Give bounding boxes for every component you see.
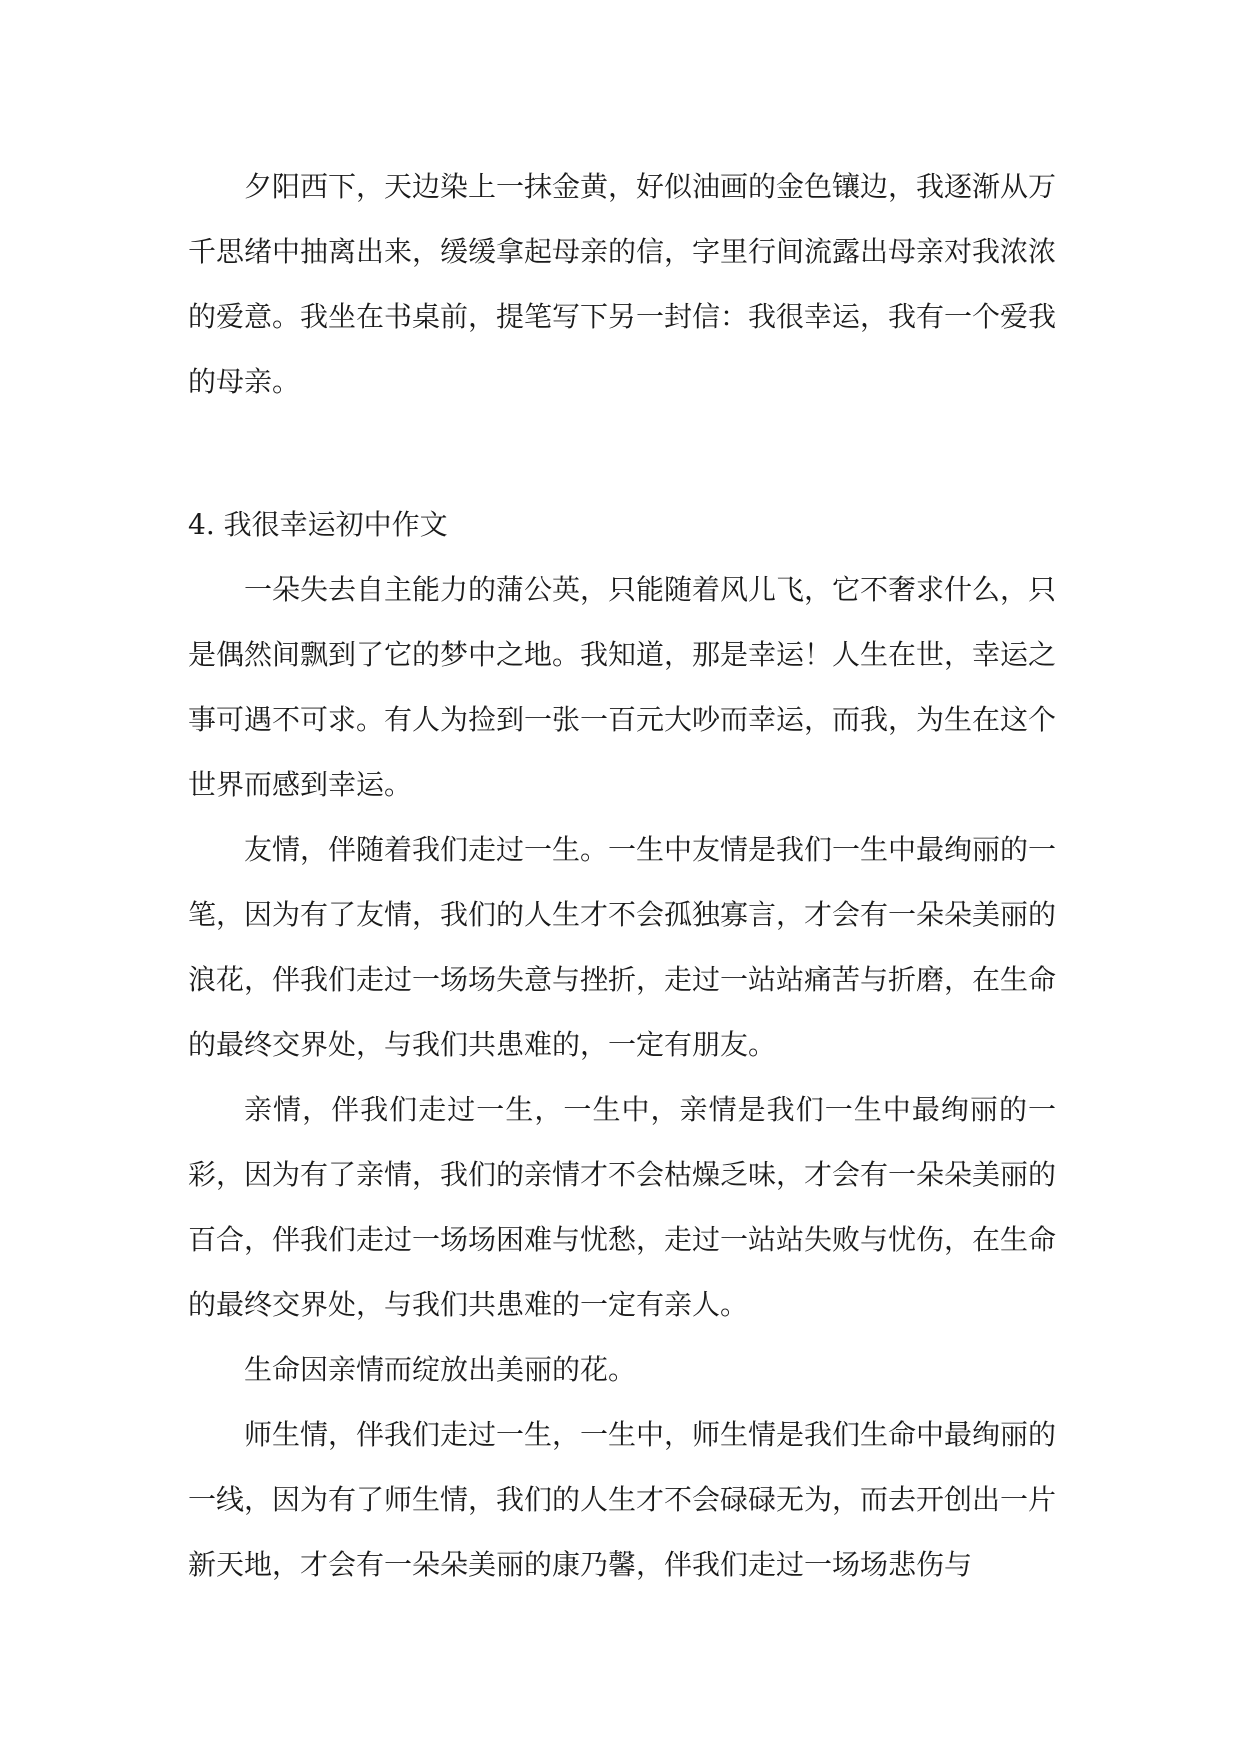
intro-paragraph: 夕阳西下，天边染上一抹金黄，好似油画的金色镶边，我逐渐从万千思绪中抽离出来，缓缓拿起母亲的信，字里行间流露出母亲对我浓浓的爱意。我坐在书桌前，提笔写下另一封信：我很幸运，我有一个爱我的母亲。 <box>188 170 1057 398</box>
paragraph-dandelion: 一朵失去自主能力的蒲公英，只能随着风儿飞，它不奢求什么，只是偶然间飘到了它的梦中之地。我知道，那是幸运！人生在世，幸运之事可遇不可求。有人为捡到一张一百元大吵而幸运，而我，为生在这个世界而感到幸运。 <box>188 573 1057 801</box>
paragraph-teacher: 师生情，伴我们走过一生，一生中，师生情是我们生命中最绚丽的一线，因为有了师生情，我们的人生才不会碌碌无为，而去开创出一片新天地，才会有一朵朵美丽的康乃馨，伴我们走过一场场悲伤与 <box>188 1418 1057 1581</box>
document-body <box>188 154 1056 1597</box>
paragraph-family-flower: 生命因亲情而绽放出美丽的花。 <box>244 1353 637 1386</box>
section-heading: 4. 我很幸运初中作文 <box>188 508 448 541</box>
paragraph-friendship: 友情，伴随着我们走过一生。一生中友情是我们一生中最绚丽的一笔，因为有了友情，我们的人生才不会孤独寡言，才会有一朵朵美丽的浪花，伴我们走过一场场失意与挫折，走过一站站痛苦与折磨，在生命的最终交界处，与我们共患难的，一定有朋友。 <box>188 833 1057 1061</box>
paragraph-family: 亲情，伴我们走过一生，一生中，亲情是我们一生中最绚丽的一彩，因为有了亲情，我们的亲情才不会枯燥乏味，才会有一朵朵美丽的百合，伴我们走过一场场困难与忧愁，走过一站站失败与忧伤，在生命的最终交界处，与我们共患难的一定有亲人。 <box>188 1093 1057 1321</box>
